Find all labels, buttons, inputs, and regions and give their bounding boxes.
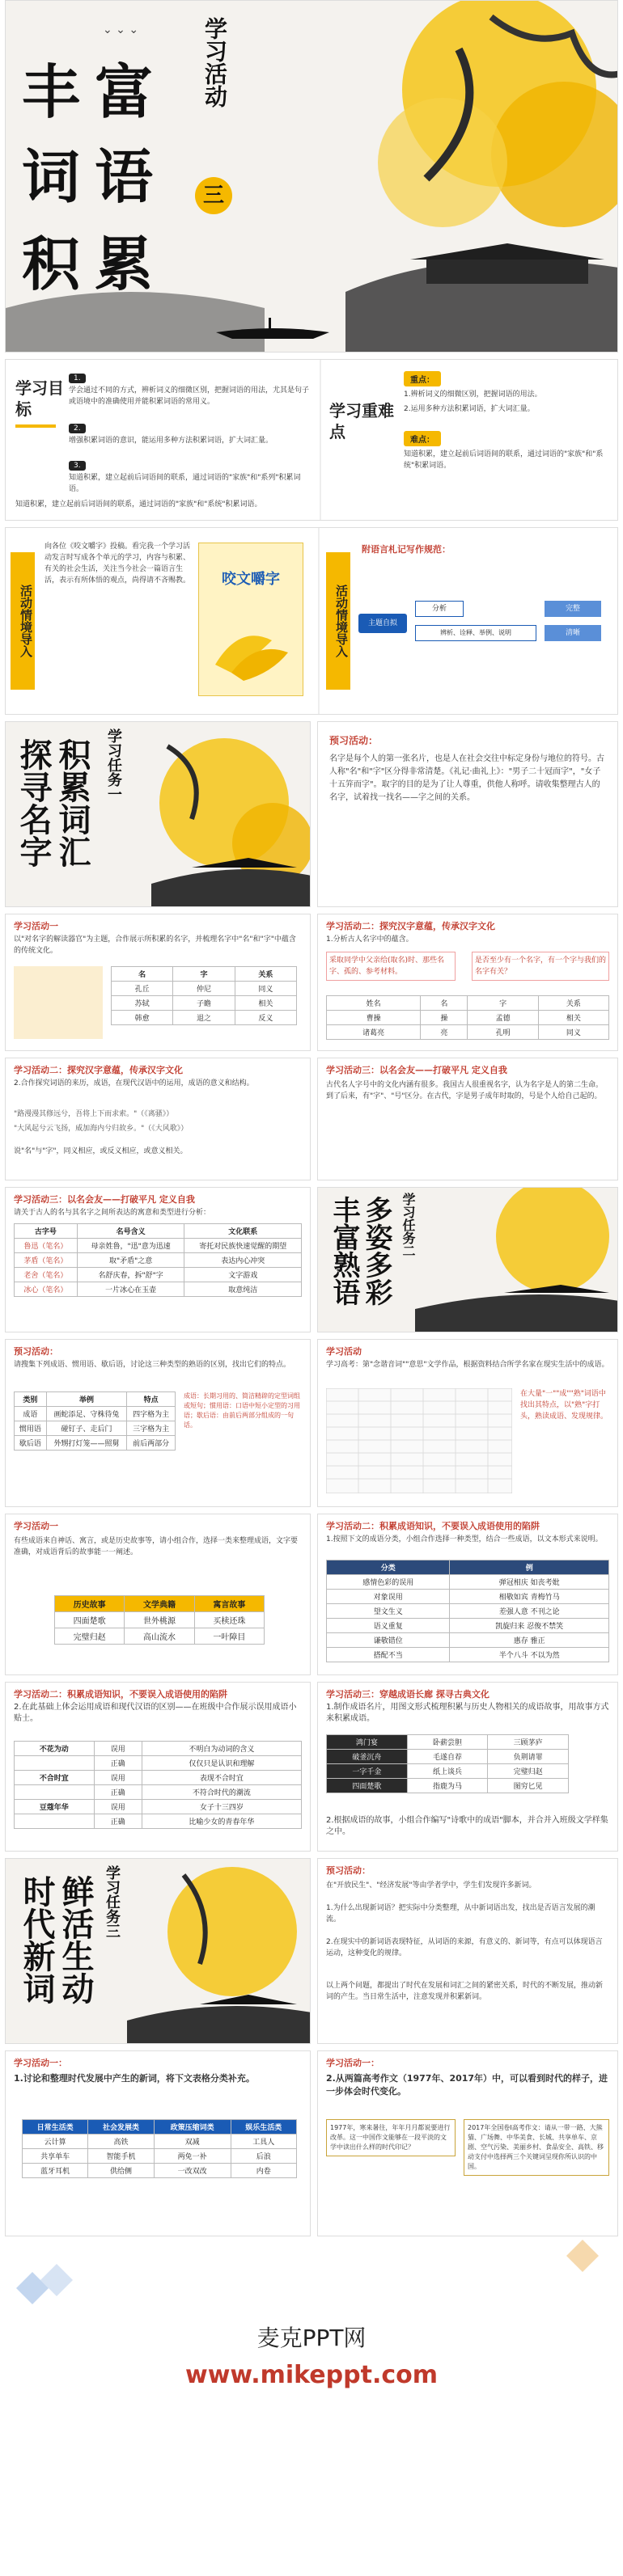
footer-decoration: [0, 2240, 623, 2304]
task2f-sub2: 2.根据成语的故事，小组合作编写"诗歌中的成语"脚本，并合并入班级文学样集之中。: [326, 1816, 608, 1836]
task1-cover-slide: [5, 721, 311, 907]
task2c-heading: 学习活动一: [14, 1521, 58, 1531]
task3a-heading: 学习活动一：: [14, 2058, 67, 2068]
task1b-heading: 学习活动二：探究汉字意蕴，传承汉字文化: [326, 921, 495, 931]
task2a-heading: 预习活动：: [14, 1346, 58, 1357]
task3-preview-text: 在"开放民生"、"经济发展"等由学者学中，学生们发现许多新词。: [326, 1881, 536, 1890]
objective-item-1: 1. 学会通过不同的方式，辨析词义的细微区别，把握词语的用法，尤其是句子或语境中的准确使用并能积累词语的常用义。: [69, 374, 310, 406]
task1e-slide: [5, 1187, 311, 1332]
task1d-slide: [317, 1058, 618, 1180]
task1e-sub: 请关于古人的名与其名字之间所表达的寓意和类型进行分析：: [14, 1209, 211, 1217]
task2f-grid: 鸿门宴 卧薪尝胆 三顾茅庐 破釜沉舟 毛遂自荐 负荆请罪 一字千金 纸上谈兵 完璧归赵 四面楚歌 指鹿为马 图穷匕见: [326, 1734, 569, 1793]
key-item-2: 2.运用多种方法积累词语，扩大词汇量。: [404, 405, 535, 413]
flow-step-3: 辨析、诠释、举例、说明: [415, 625, 536, 641]
task2e-heading: 学习活动二：积累成语知识，不要误入成语使用的陷阱: [14, 1689, 227, 1700]
cover-title-char-4: 语: [95, 142, 154, 211]
task3a-sub: 1.讨论和整理时代发展中产生的新词，将下文表格分类补充。: [14, 2073, 255, 2084]
task3b-sub: 2.从两篇高考作文（1977年、2017年）中，可以看到时代的样子，进一步体会时代变化。: [326, 2073, 608, 2097]
task1b-sub: 1.分析古人名字中的蕴含。: [326, 935, 413, 944]
task2a-table: 类别 举例 特点 成语 画蛇添足、守株待兔 四字格为主 惯用语 碰钉子、走后门 三字格为主 歇后语 外甥打灯笼——照舅 前后两部分: [14, 1391, 176, 1451]
footer-url[interactable]: www.mikeppt.com: [185, 2361, 438, 2389]
task3b-heading: 学习活动一：: [326, 2058, 379, 2068]
flow-step-4: 完整: [545, 601, 601, 617]
task1b-table: 姓名 名 字 关系 曹操 操 孟德 相关 诸葛亮 亮 孔明 同义: [326, 995, 609, 1040]
objective-item-4: 知道积累，建立起前后词语间的联系，通过词语的"家族"和"系统"积累词语。: [15, 500, 262, 509]
cover-title-char-3: 词: [22, 142, 81, 211]
intro-slide: [5, 527, 618, 715]
task2b-slide: [317, 1339, 618, 1507]
task2e-table: 不花为动 误用 不明白为动词的含义 正确 仅仅只是认识和理解 不合时宜 误用 表现不合时宜 正确 不符合时代的潮流 豆蔻年华 误用 女子十三四岁 正确 比喻少女的青春年华: [14, 1741, 302, 1829]
task1a-text: 以"对名字的解读器官"为主题，合作展示所积累的名字，并梳理名字中"名"和"字"中蕴含的传统文化。: [14, 935, 296, 955]
task1c-quote-2: "大风起兮云飞扬，威加海内兮归故乡。"（《大风歌》）: [14, 1125, 189, 1133]
task1c-quote-1: "路漫漫其修远兮，吾将上下而求索。"（《离骚》）: [14, 1110, 174, 1118]
task2d-table: 分类 例 感情色彩的误用 弹冠相庆 如丧考妣 对象误用 相敬如宾 青梅竹马 望文生义 差强人意 不刊之论 语义重复 凯旋归来 忍俊不禁笑 谦敬错位 惠存 雅正 搭配不当 半个八斗 不以为然: [326, 1560, 609, 1662]
task3b-right-text: 2017年全国卷Ⅰ高考作文：请从一带一路、大熊猫、广场舞、中华美食、长城、共享单车、京剧、空气污染、美丽乡村、食品安全、高铁、移动支付中选择两三个关键词呈现你所认识的中国。: [464, 2119, 609, 2176]
objectives-slide: [5, 359, 618, 521]
task2e-slide: [5, 1682, 311, 1852]
flow-step-1: 主题自拟: [358, 614, 407, 633]
task3a-table: 日常生活类 社会发展类 政策压缩词类 娱乐生活类 云计算 高铁 双减 工具人 共享单车 智能手机 两免一补 后浪 蓝牙耳机 供给侧 一改双改 内卷: [22, 2119, 297, 2178]
task1-preview-slide: [317, 721, 618, 907]
task2a-slide: [5, 1339, 311, 1507]
task2d-heading: 学习活动二：积累成语知识，不要误入成语使用的陷阱: [326, 1521, 540, 1531]
cover-title-char-1: 丰: [22, 57, 81, 126]
task3-preview-item-1: 1.为什么出现新词语？把实际中分类整理，从中新词语出发，找出是否语言发展的潮流。: [326, 1904, 595, 1924]
task2d-sub: 1.按照下文的成语分类，小组合作选择一种类型，结合一些成语，以文本形式来说明。: [326, 1535, 603, 1543]
key-item-1: 1.辨析词义的细微区别，把握词语的用法。: [404, 391, 542, 399]
task1c-heading: 学习活动二：探究汉字意蕴，传承汉字文化: [14, 1065, 183, 1075]
task3-preview-tail: 以上两个问题，都提出了时代在发展和词汇之间的紧密关系，时代的不断发展，推动新词的产生。当日常生活中，注意发现并积累新词。: [326, 1982, 604, 2001]
intro-right-heading: 附语言札记写作规范：: [362, 544, 451, 555]
task1-preview-text: 名字是每个人的第一张名片，也是人在社会交往中标定身份与地位的符号。古人称"名"和"字"区分得非常清楚。《礼记·曲礼上》："男子二十冠而字"，"女子十五笄而字"。取字的目的是为了让人尊重，供他人称呼。请收集整理古人的名字，试着找一找名——字之间的关系。: [329, 754, 604, 802]
objective-item-3: 3. 知道积累，建立起前后词语间的联系，通过词语的"家族"和"系列"积累词语。: [69, 462, 301, 493]
task3b-left-text: 1977年，寒来暑往，年年月月都说要进行改革。这一中国作文能够在一段平淡的文学中读出什么样的时代印记？: [326, 2119, 456, 2156]
task1-subtitle: 学习任务一: [105, 728, 122, 801]
task2f-heading: 学习活动三：穿越成语长廊 探寻古典文化: [326, 1689, 490, 1700]
diff-tag: 难点：: [404, 431, 441, 446]
task1b-left-note: 采取同学中父亲给(取名)时、那些名字、孤的、参考材料。: [326, 952, 456, 981]
task1c-note: 说"名"与"字"，同义相应，或反义相应，或意义相关。: [14, 1147, 188, 1155]
task2-cover-slide: [317, 1187, 618, 1332]
task3-cover-slide: [5, 1858, 311, 2044]
intro-text: 向各位《咬文嚼字》投稿。看完我一个学习活动发言时写成各个单元的学习，内容与积累、有关的社会生活，关注当今社会一篇语言生活，表示有所体悟的观点，尚得请不吝赐教。: [44, 543, 191, 585]
intro-label: 活动情境导入: [11, 552, 35, 690]
task2a-right-note: 成语：长期习用的、简洁精辟的定型词组或短句；惯用语：口语中短小定型的习用语；歇后语：由前后两部分组成的一句话。: [184, 1392, 300, 1429]
cover-badge: 三: [195, 177, 232, 214]
key-tag: 重点：: [404, 371, 441, 386]
cover-slide: [5, 0, 618, 353]
task2c-slide: [5, 1514, 311, 1675]
task1c-slide: [5, 1058, 311, 1180]
task3b-slide: [317, 2050, 618, 2236]
task1e-table: 古字号 名号含义 文化联系 鲁迅（笔名） 母亲姓鲁，"迅"意为迅速 寄托对民族快速觉醒的期望 茅盾（笔名） 取"矛盾"之意 表达内心冲突 老舍（笔名） 名舒庆春，拆"舒"字 文字游戏 冰心（笔名） 一片冰心在玉壶 取意纯洁: [14, 1223, 302, 1297]
objectives-heading: 学习目标: [15, 378, 64, 419]
task1-preview-heading: 预习活动：: [329, 735, 379, 746]
task2c-text: 有些成语来自神话、寓言，或是历史故事等，请小组合作，选择一类来整理成语，文字要准确，对成语背后的故事能一一阐述。: [14, 1537, 299, 1556]
task3-subtitle: 学习任务三: [104, 1865, 121, 1938]
key-heading: 学习重难点: [329, 401, 394, 441]
cover-title-char-2: 富: [95, 57, 154, 126]
task1d-heading: 学习活动三：以名会友——打破平凡 定义自我: [326, 1065, 507, 1075]
task3-preview-slide: [317, 1858, 618, 2044]
task1d-text: 古代名人字号中的文化内涵有很多。我国古人很重视名字，认为名字是人的第二生命。到了后来，有"字"、"号"区分。在古代，字是男子成年时取的，号是个人给自己起的。: [326, 1081, 604, 1100]
task2b-heading: 学习活动: [326, 1346, 362, 1357]
task1e-heading: 学习活动三：以名会友——打破平凡 定义自我: [14, 1194, 195, 1205]
task2c-grid: 历史故事 文学典籍 寓言故事 四面楚歌 世外桃源 买椟还珠 完璧归赵 高山流水 一叶障目: [54, 1595, 265, 1645]
task1a-heading: 学习活动一: [14, 921, 58, 931]
flow-step-2: 分析: [415, 601, 464, 617]
task2b-note: 在大量"一""成""熟"词语中找出其特点，以"熟"字打头，熟读成语、发现规律。: [520, 1390, 608, 1421]
task1c-sub: 2.合作探究词语的来历，成语，在现代汉语中的运用，成语的意义和结构。: [14, 1079, 254, 1087]
task2f-sub: 1.制作成语名片，用图文形式梳理积累与历史人物相关的成语故事，用故事方式来积累成语。: [326, 1703, 609, 1723]
task2a-text: 请搜集下列成语、惯用语、歇后语，讨论这三种类型的熟语的区别，找出它们的特点。: [14, 1361, 291, 1369]
task3-preview-heading: 预习活动：: [326, 1865, 371, 1876]
task1a-table: 名 字 关系 孔丘 仲尼 同义 苏轼 子瞻 相关 韩愈 退之 反义: [111, 966, 297, 1025]
objective-item-2: 2. 增强积累词语的意识，能运用多种方法积累词语，扩大词汇量。: [69, 424, 273, 445]
footer-brand: 麦克PPT网: [256, 2325, 367, 2351]
task2b-chart-grid: [326, 1388, 512, 1493]
task3-preview-item-2: 2.在现实中的新词语表现特征，从词语的来源，有意义的、新词等，有点可以体现语言运动，这种变化的规律。: [326, 1938, 603, 1957]
task2-subtitle: 学习任务二: [400, 1193, 416, 1257]
task2-title: 多姿多彩 丰富熟语: [328, 1196, 392, 1306]
task3a-slide: [5, 2050, 311, 2236]
flow-step-5: 清晰: [545, 625, 601, 641]
task1a-slide: [5, 914, 311, 1051]
cover-title-char-6: 累: [95, 230, 154, 298]
task2f-slide: [317, 1682, 618, 1852]
flow-diagram: [358, 601, 609, 649]
diff-text: 知道积累，建立起前后词语间的联系，通过词语的"家族"和"系统"积累词语。: [404, 450, 604, 470]
intro-label-right: 活动情境导入: [326, 552, 350, 690]
svg-text:⌄ ⌄ ⌄: ⌄ ⌄ ⌄: [103, 23, 139, 36]
cover-subtitle: 学习活动: [201, 17, 228, 108]
task1b-slide: [317, 914, 618, 1051]
task2b-sub: 学习高考：第"念谐音词""意思"文学作品，根据资料结合所学名家在现实生活中的成语。: [326, 1361, 609, 1369]
cover-title-char-5: 积: [22, 230, 81, 298]
task1b-right-note: 是否至少有一个名字，有一个字与我们的名字有关？: [472, 952, 609, 981]
task2d-slide: [317, 1514, 618, 1675]
task3-title: 鲜活生动 时代新词: [18, 1875, 95, 2004]
task1-title: 积累词汇 探寻名字: [15, 738, 91, 868]
book-cover: 咬文嚼字: [198, 543, 303, 696]
task2e-sub: 2.在此基础上体会运用成语和现代汉语的区别——在班级中合作展示误用成语小贴士。: [14, 1703, 297, 1723]
